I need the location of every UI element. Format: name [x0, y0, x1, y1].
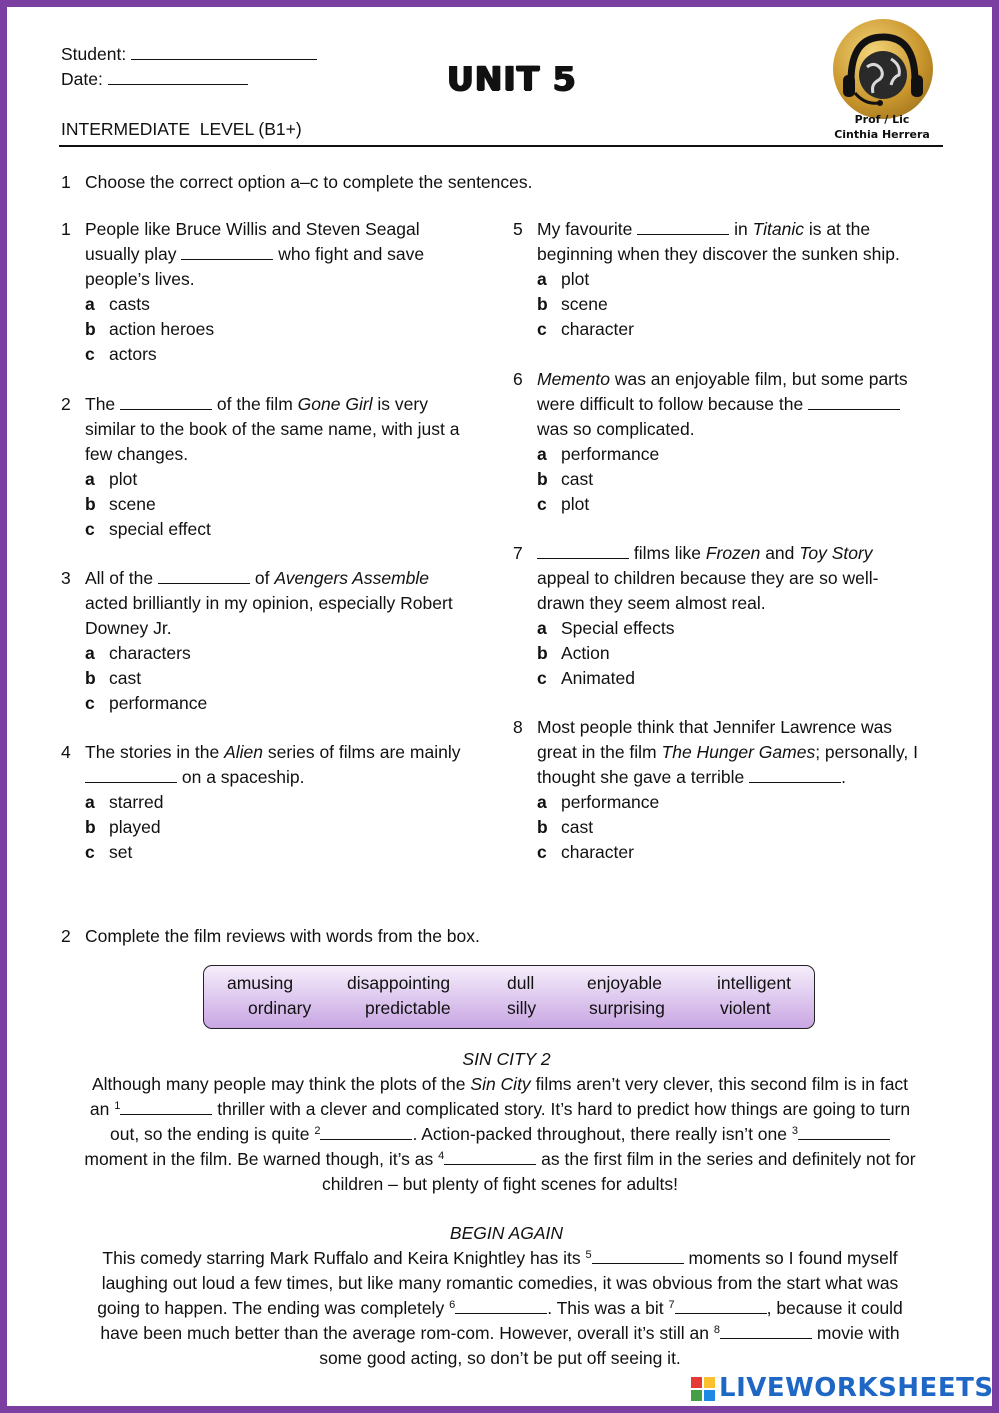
- headphones-globe-icon: [833, 19, 933, 119]
- question-1: [61, 217, 501, 367]
- option-a[interactable]: a Special effects: [537, 618, 675, 638]
- review-blank-2[interactable]: [320, 1124, 412, 1140]
- question-number: 7: [513, 543, 523, 563]
- word-box-item: predictable: [365, 998, 451, 1018]
- option-b[interactable]: b action heroes: [85, 319, 215, 339]
- answer-blank[interactable]: [749, 767, 841, 783]
- exercise1-text: Choose the correct option a–c to complete the sentences.: [85, 172, 533, 192]
- answer-blank[interactable]: [181, 244, 273, 260]
- review-blank-7[interactable]: [675, 1298, 767, 1314]
- answer-blank[interactable]: [637, 219, 729, 235]
- film-title: Memento: [537, 369, 610, 389]
- question-text: My favourite: [537, 219, 633, 239]
- question-5: [513, 217, 953, 342]
- option-a[interactable]: a plot: [537, 269, 590, 289]
- option-a[interactable]: a casts: [85, 294, 150, 314]
- question-text: The: [85, 394, 116, 414]
- question-text: who fight and save: [278, 244, 425, 264]
- question-text: .: [841, 767, 846, 787]
- exercise2-number: 2: [61, 926, 71, 946]
- option-c[interactable]: c character: [537, 319, 634, 339]
- question-text: and: [765, 543, 795, 563]
- option-b[interactable]: b scene: [85, 494, 156, 514]
- review-blank-4[interactable]: [444, 1149, 536, 1165]
- film-title: Toy Story: [799, 543, 873, 563]
- question-8: [513, 715, 953, 865]
- film-title: Gone Girl: [297, 394, 373, 414]
- word-box-item: amusing: [227, 973, 294, 993]
- question-text: people’s lives.: [85, 269, 195, 289]
- option-b[interactable]: b cast: [537, 817, 594, 837]
- option-a[interactable]: a plot: [85, 469, 138, 489]
- liveworksheets-logo-icon: [691, 1377, 715, 1401]
- page-title: UNIT 5: [447, 59, 577, 98]
- date-field[interactable]: [108, 70, 248, 85]
- question-text: was an enjoyable film, but some parts: [614, 369, 908, 389]
- question-text: The stories in the: [85, 742, 220, 762]
- question-number: 5: [513, 219, 523, 239]
- question-3: [61, 566, 501, 716]
- question-text: Downey Jr.: [85, 618, 172, 638]
- question-7: [513, 541, 953, 691]
- word-box: [203, 965, 815, 1029]
- question-text: series of films are mainly: [267, 742, 461, 762]
- question-text: ; personally, I: [815, 742, 918, 762]
- question-text: is very: [377, 394, 428, 414]
- question-text: drawn they seem almost real.: [537, 593, 766, 613]
- answer-blank[interactable]: [120, 394, 212, 410]
- option-c[interactable]: c actors: [85, 344, 157, 364]
- question-text: of: [254, 568, 270, 588]
- option-a[interactable]: a performance: [537, 792, 660, 812]
- question-text: People like Bruce Willis and Steven Seagal: [85, 219, 420, 239]
- answer-blank[interactable]: [808, 394, 900, 410]
- question-6: [513, 367, 953, 517]
- date-label: Date:: [61, 69, 103, 89]
- word-box-item: disappointing: [347, 973, 451, 993]
- option-c[interactable]: c special effect: [85, 519, 211, 539]
- option-b[interactable]: b cast: [537, 469, 594, 489]
- question-text: acted brilliantly in my opinion, especially Robert: [85, 593, 453, 613]
- question-text: few changes.: [85, 444, 189, 464]
- question-text: similar to the book of the same name, with just a: [85, 419, 460, 439]
- word-box-item: ordinary: [248, 998, 312, 1018]
- question-text: on a spaceship.: [181, 767, 305, 787]
- review1-body: Although many people may think the plots of the Sin City films aren’t very clever, this second film is in fact an $^1$ thriller with a clever and complicated story. It’s hard to predict how things are going to turn out, so the ending is quite $^2$ . Action-packed throughout, there really isn’t one $^3$ moment in the film. Be warned though, it’s as $^4$ as the first film in the series and definitely not for children – but plenty of fight scenes for adults!: [84, 1074, 916, 1194]
- question-number: 6: [513, 369, 523, 389]
- option-c[interactable]: c set: [85, 842, 133, 862]
- option-c[interactable]: c character: [537, 842, 634, 862]
- date-row: [61, 69, 248, 90]
- word-box-item: violent: [720, 998, 771, 1018]
- film-title: The Hunger Games: [661, 742, 816, 762]
- question-text: was so complicated.: [537, 419, 695, 439]
- question-text: appeal to children because they are so well-: [537, 568, 879, 588]
- option-c[interactable]: c performance: [85, 693, 208, 713]
- option-b[interactable]: b Action: [537, 643, 610, 663]
- option-b[interactable]: b scene: [537, 294, 608, 314]
- answer-blank[interactable]: [158, 568, 250, 584]
- question-text: films like: [633, 543, 701, 563]
- level-label: INTERMEDIATE LEVEL (B1+): [61, 119, 302, 139]
- question-text: in: [734, 219, 748, 239]
- question-number: 4: [61, 742, 71, 762]
- question-text: of the film: [216, 394, 293, 414]
- option-b[interactable]: b cast: [85, 668, 142, 688]
- exercise1-number: 1: [61, 172, 71, 192]
- question-text: beginning when they discover the sunken ship.: [537, 244, 900, 264]
- header-divider: [59, 145, 943, 147]
- question-number: 8: [513, 717, 523, 737]
- option-a[interactable]: a starred: [85, 792, 164, 812]
- question-4: [61, 740, 501, 865]
- question-text: were difficult to follow because the: [537, 394, 804, 414]
- film-title: Sin City: [470, 1074, 531, 1094]
- exercise2-instruction: [61, 926, 480, 947]
- word-box-item: intelligent: [717, 973, 791, 993]
- review-blank-6[interactable]: [455, 1298, 547, 1314]
- film-title: Frozen: [705, 543, 761, 563]
- answer-blank[interactable]: [85, 767, 177, 783]
- logo-line1: Prof / Lic: [854, 113, 910, 126]
- word-box-item: surprising: [589, 998, 665, 1018]
- answer-blank[interactable]: [537, 543, 629, 559]
- review-blank-3[interactable]: [798, 1124, 890, 1140]
- option-c[interactable]: c Animated: [537, 668, 635, 688]
- question-text: usually play: [85, 244, 177, 264]
- question-text: All of the: [85, 568, 154, 588]
- student-name-field[interactable]: [131, 45, 317, 60]
- film-title: Titanic: [752, 219, 804, 239]
- student-label: Student:: [61, 44, 127, 64]
- logo-line2: Cinthia Herrera: [834, 128, 930, 141]
- option-b[interactable]: b played: [85, 817, 161, 837]
- question-text: Most people think that Jennifer Lawrence was: [537, 717, 893, 737]
- question-text: great in the film: [537, 742, 657, 762]
- option-c[interactable]: c plot: [537, 494, 590, 514]
- question-2: [61, 392, 501, 542]
- question-number: 1: [61, 219, 71, 239]
- word-box-item: silly: [507, 998, 537, 1018]
- liveworksheets-brand[interactable]: LIVEWORKSHEETS: [719, 1373, 994, 1403]
- review-blank-5[interactable]: [592, 1248, 684, 1264]
- question-text: is at the: [808, 219, 871, 239]
- teacher-logo: [833, 19, 933, 119]
- option-a[interactable]: a characters: [85, 643, 191, 663]
- option-a[interactable]: a performance: [537, 444, 660, 464]
- exercise2-text: Complete the film reviews with words from the box.: [85, 926, 480, 946]
- student-row: [61, 44, 317, 65]
- film-title: Alien: [224, 742, 264, 762]
- review2-body: This comedy starring Mark Ruffalo and Keira Knightley has its $^5$ moments so I found myself laughing out loud a few times, but like many romantic comedies, it was obvious from the start what was going to happen. The ending was completely $^6$ . This was a bit $^7$ , because it could have been much better than the average rom-com. However, overall it’s still an $^8$ movie with some good acting, so don’t be put off seeing it.: [97, 1248, 903, 1368]
- film-title: Avengers Assemble: [274, 568, 430, 588]
- question-number: 3: [61, 568, 71, 588]
- question-text: thought she gave a terrible: [537, 767, 745, 787]
- word-box-item: dull: [507, 973, 535, 993]
- review1-title: SIN CITY 2: [462, 1049, 551, 1069]
- question-number: 2: [61, 394, 71, 414]
- word-box-item: enjoyable: [587, 973, 662, 993]
- review-blank-8[interactable]: [720, 1323, 812, 1339]
- review-blank-1[interactable]: [120, 1099, 212, 1115]
- exercise1-instruction: [61, 172, 533, 193]
- review2-title: BEGIN AGAIN: [449, 1223, 564, 1243]
